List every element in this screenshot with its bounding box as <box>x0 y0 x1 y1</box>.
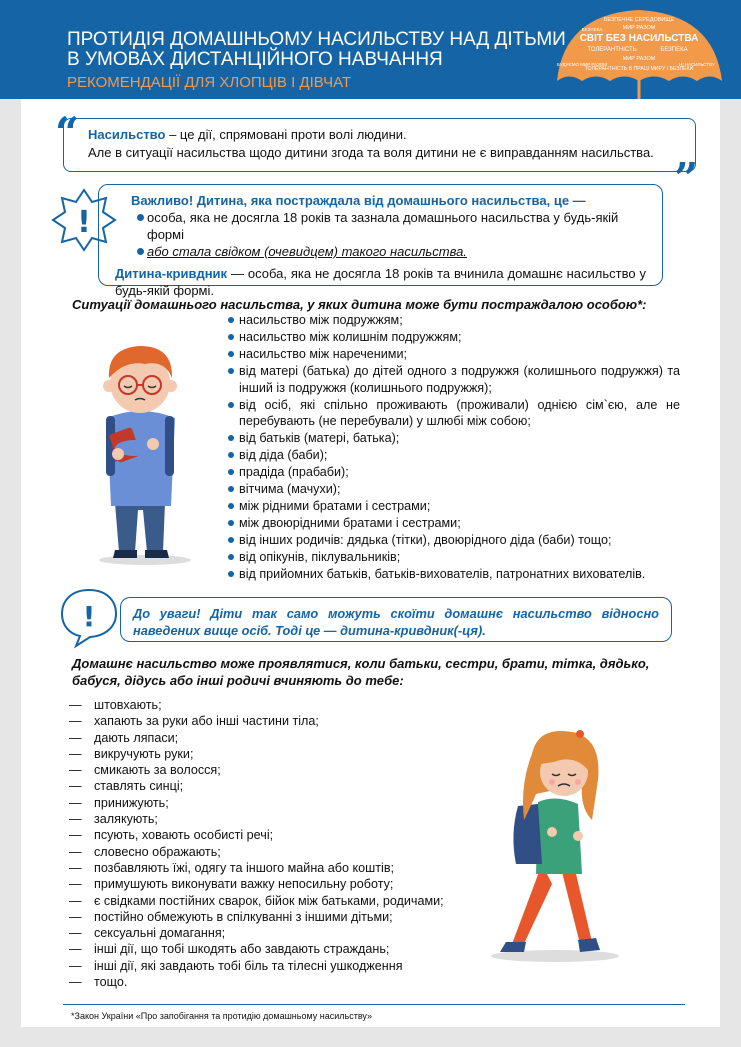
umbrella-word: БЕЗПЕКА <box>581 27 603 32</box>
situations-list <box>228 312 680 583</box>
important-bullet: або стала свідком (очевидцем) такого насильства. <box>115 243 646 260</box>
close-quote-icon: ” <box>674 154 699 203</box>
action-item: — хапають за руки або інші частини тіла; <box>69 713 444 729</box>
umbrella-word: МИР РАЗОМ <box>622 56 656 62</box>
situation-item: від опікунів, піклувальників; <box>228 549 680 566</box>
page-title: ПРОТИДІЯ ДОМАШНЬОМУ НАСИЛЬСТВУ НАД ДІТЬМИ В УМОВАХ ДИСТАНЦІЙНОГО НАВЧАННЯ <box>67 29 566 70</box>
situation-item: насильство між колишнім подружжям; <box>228 329 680 346</box>
umbrella-word: СВІТ БЕЗ НАСИЛЬСТВА <box>579 33 699 44</box>
situation-item: від прийомних батьків, батьків-вихователів, патронатних вихователів. <box>228 566 680 583</box>
svg-text:!: ! <box>77 205 91 240</box>
situation-item: вітчима (мачухи); <box>228 481 680 498</box>
action-item: — псують, ховають особисті речі; <box>69 827 444 843</box>
action-item: — дають ляпаси; <box>69 730 444 746</box>
situation-item: від діда (баби); <box>228 447 680 464</box>
situation-item: від матері (батька) до дітей одного з подружжя (колишнього подружжя) та інший із подружжя (колишнього подружжя); <box>228 363 680 397</box>
situation-item: від інших родичів: дядька (тітки), двоюрідного діда (баби) тощо; <box>228 532 680 549</box>
open-quote-icon: “ <box>55 108 80 157</box>
umbrella-word: ТОЛЕРАНТНІСТЬ <box>587 47 637 53</box>
action-item: — тощо. <box>69 974 444 990</box>
girl-illustration <box>480 724 630 964</box>
important-box <box>98 184 663 298</box>
boy-illustration <box>85 338 195 566</box>
situation-item: насильство між подружжям; <box>228 312 680 329</box>
action-item: — словесно ображають; <box>69 844 444 860</box>
action-item: — є свідками постійних сварок, бійок між батьками, родичами; <box>69 893 444 909</box>
action-item: — штовхають; <box>69 697 444 713</box>
action-item: — викручують руки; <box>69 746 444 762</box>
action-item: — смикають за волосся; <box>69 762 444 778</box>
footnote-divider <box>63 1004 685 1005</box>
definition-box <box>63 118 696 172</box>
umbrella-word: НІ НАСИЛЬСТВУ <box>679 62 715 67</box>
domestic-violence-heading: Домашнє насильство може проявлятися, коли батьки, сестри, брати, тітка, дядько, бабуся, дідусь або інші родичі вчиняють до тебе: <box>72 656 650 688</box>
action-item: — інші дії, що тобі шкодять або завдають страждань; <box>69 941 444 957</box>
attention-icon <box>58 586 120 648</box>
umbrella-word: БЕЗПЕЧНЕ СЕРЕДОВИЩЕ <box>603 17 675 23</box>
action-item: — позбавляють їжі, одягу та іншого майна або коштів; <box>69 860 444 876</box>
situation-item: від батьків (матері, батька); <box>228 430 680 447</box>
umbrella-word: БУДУЄМО МИР РАЗОМ <box>557 62 607 67</box>
action-item: — принижують; <box>69 795 444 811</box>
action-item: — примушують виконувати важку непосильну роботу; <box>69 876 444 892</box>
attention-box: До уваги! Діти так само можуть скоїти домашнє насильство відносно наведених вище осіб. Тоді це — дитина-кривдник(-ця). <box>120 597 672 642</box>
important-title: Важливо! Дитина, яка постраждала від домашнього насильства, це — <box>131 193 586 208</box>
action-item: — сексуальні домагання; <box>69 925 444 941</box>
situation-item: насильство між нареченими; <box>228 346 680 363</box>
page-subtitle: РЕКОМЕНДАЦІЇ ДЛЯ ХЛОПЦІВ І ДІВЧАТ <box>67 74 352 91</box>
action-item: — ставлять синці; <box>69 778 444 794</box>
situation-item: між двоюрідними братами і сестрами; <box>228 515 680 532</box>
svg-text:!: ! <box>82 600 96 633</box>
action-item: — постійно обмежують в спілкуванні з іншими дітьми; <box>69 909 444 925</box>
definition-term: Насильство <box>88 127 166 142</box>
definition-text: – це дії, спрямовані проти волі людини. <box>165 127 407 142</box>
important-bullet: особа, яка не досягла 18 років та зазнала домашнього насильства у будь-якій формі <box>115 209 646 243</box>
umbrella-word: МИР РАЗОМ <box>622 25 656 31</box>
situation-item: прадіда (прабаби); <box>228 464 680 481</box>
actions-list <box>69 697 444 990</box>
action-item: — залякують; <box>69 811 444 827</box>
umbrella-word: БЕЗПЕКА <box>660 47 688 53</box>
umbrella-word: ТОЛЕРАНТНІСТЬ В ПРАЦІ МИРУ І БЕЗПЕКИ <box>584 66 694 72</box>
definition-line2: Але в ситуації насильства щодо дитини згода та воля дитини не є виправданням насильства. <box>88 145 654 160</box>
footnote: *Закон України «Про запобігання та протидію домашньому насильству» <box>71 1011 373 1021</box>
situation-item: від осіб, які спільно проживають (проживали) однією сім`єю, але не перебувають (не перебували) у шлюбі між собою; <box>228 397 680 431</box>
situation-item: між рідними братами і сестрами; <box>228 498 680 515</box>
offender-text: — особа, яка не досягла 18 років та вчинила домашнє насильство у будь-якій формі. <box>115 266 646 298</box>
offender-term: Дитина-кривдник <box>115 266 228 281</box>
situations-heading: Ситуації домашнього насильства, у яких дитина може бути постраждалою особою*: <box>72 297 647 312</box>
action-item: — інші дії, які завдають тобі біль та тілесні ушкодження <box>69 958 444 974</box>
